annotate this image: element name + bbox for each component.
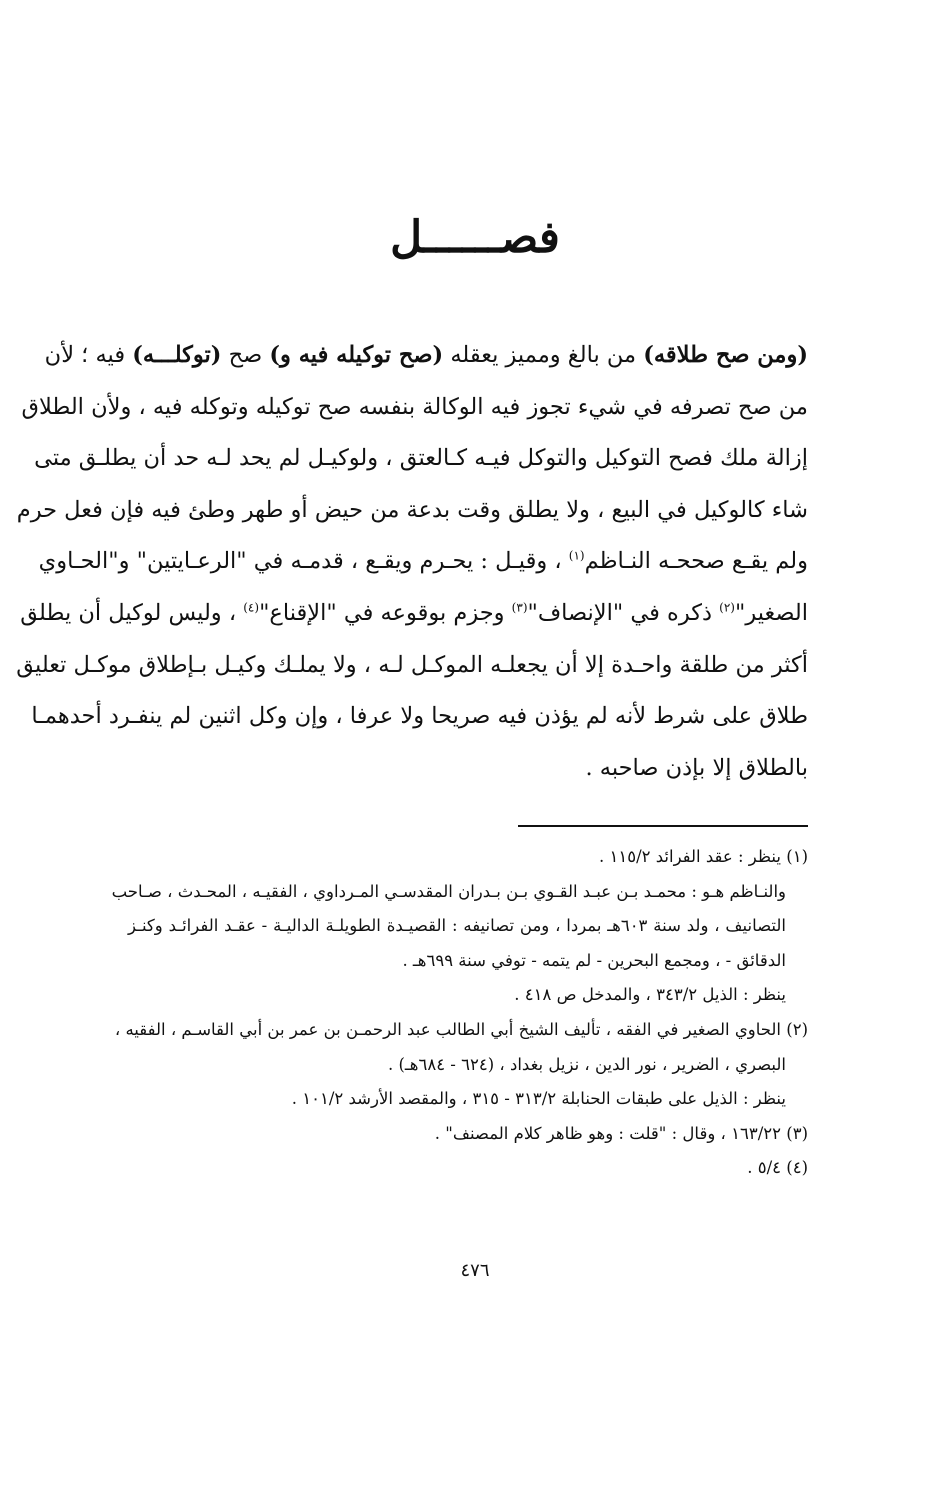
main-text-line-5: [38, 536, 808, 588]
footnote-2-line: البصري ، الضرير ، نور الدين ، نزيل بغداد ، (٦٢٤ - ٦٨٤هـ) .: [388, 1054, 786, 1074]
footnotes: [111, 840, 808, 1186]
footnote-1-line: والنـاظم هـو : محمـد بـن عبـد القـوي بـن بـدران المقدسـي المـرداوي ، الفقيـه ، المحـدث ، صـاحب: [111, 881, 786, 901]
footnote-1-line: ينظر : الذيل ٣٤٣/٢ ، والمدخل ص ٤١٨ .: [514, 985, 786, 1005]
main-text: [16, 330, 808, 794]
commentary-text: ، وليس لوكيل أن يطلق: [20, 599, 244, 626]
footnote-1-line: (١) ينظر : عقد الفرائد ١١٥/٢ .: [598, 847, 808, 866]
main-text-line-1: [44, 330, 808, 382]
footnote-1-line: التصانيف ، ولد سنة ٦٠٣هـ بمردا ، ومن تصانيفه : القصيـدة الطويلـة الداليـة - عقـد الفرائـد وكنـز: [128, 916, 786, 936]
footnote-ref-3: (٣): [511, 600, 528, 615]
footnote-2-line: (٢) الحاوي الصغير في الفقه ، تأليف الشيخ أبي الطالب عبد الرحمـن بن عمر بن أبي القاسـم ، الفقيه ،: [114, 1019, 808, 1039]
chapter-title-text: فصــــــل: [390, 212, 560, 263]
footnote-ref-4: (٤): [243, 600, 260, 615]
footnote-ref-1: (١): [568, 548, 585, 563]
commentary-text: ذكره في "الإنصاف": [527, 599, 720, 626]
main-text-line-8: طلاق على شرط لأنه لم يؤذن فيه صريحا ولا عرفا ، وإن وكل اثنين لم ينفـرد أحدهمـا: [31, 703, 808, 730]
chapter-title: [0, 198, 950, 278]
commentary-text: فيه ؛ لأن: [44, 342, 133, 368]
main-text-line-2: من صح تصرفه في شيء تجوز فيه الوكالة بنفسه صح توكيله وتوكله فيه ، ولأن الطلاق: [21, 393, 808, 420]
footnote-separator: [518, 825, 808, 827]
matn-phrase: (صح توكيله فيه و): [269, 342, 444, 368]
main-text-line-7: أكثر من طلقة واحـدة إلا أن يجعلـه الموكـل لـه ، ولا يملـك وكيـل بـإطلاق موكـل تعليق: [16, 651, 808, 678]
main-text-line-3: إزالة ملك فصح التوكيل والتوكل فيـه كـالعتق ، ولوكيـل لم يحد لـه حد أن يطلـق متى: [34, 445, 808, 472]
commentary-text: وجزم بوقوعه في "الإقناع": [259, 599, 512, 626]
commentary-text: من بالغ ومميز يعقله: [443, 342, 644, 368]
page-number: ٤٧٦: [460, 1260, 490, 1281]
footnote-1-line: الدقائق - ، ومجمع البحرين - لم يتمه - توفي سنة ٦٩٩هـ .: [402, 950, 786, 970]
commentary-text: الصغير": [734, 599, 808, 626]
footnote-ref-2: (٢): [719, 600, 735, 615]
footnote-3-line: (٣) ١٦٣/٢٢ ، وقال : "قلت : وهو ظاهر كلام المصنف" .: [434, 1123, 808, 1143]
main-text-line-9: بالطلاق إلا بإذن صاحبه .: [585, 754, 808, 781]
commentary-text: ولم يقـع صححـه النـاظم: [584, 548, 808, 575]
commentary-text: ، وقيـل : يحـرم ويقـع ، قدمـه في "الرعـايتين" و"الحـاوي: [38, 548, 569, 575]
matn-phrase: (ومن صح طلاقه): [643, 342, 808, 368]
commentary-text: صح: [221, 342, 270, 368]
footnote-2-line: ينظر : الذيل على طبقات الحنابلة ٣١٣/٢ - ٣١٥ ، والمقصد الأرشد ١٠١/٢ .: [291, 1089, 786, 1109]
main-text-line-4: شاء كالوكيل في البيع ، ولا يطلق وقت بدعة من حيض أو طهر وطئ فيه فإن فعل حرم: [16, 496, 808, 523]
main-text-line-6: [20, 588, 808, 640]
footnote-4-line: (٤) ٥/٤ .: [747, 1158, 808, 1178]
matn-phrase: (توكلـــه): [132, 342, 222, 368]
